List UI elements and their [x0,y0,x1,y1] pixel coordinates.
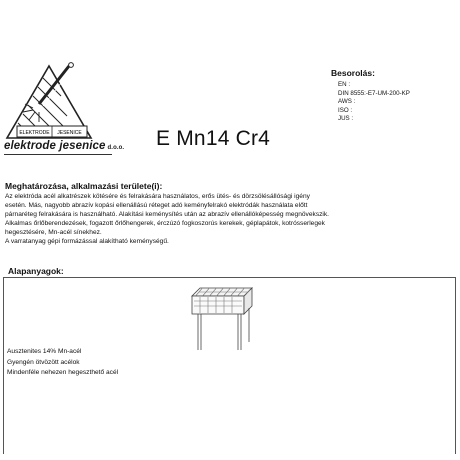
base-materials-heading: Alapanyagok: [8,266,64,276]
classification-row-en: EN : [338,81,351,88]
classification-heading: Besorolás: [331,68,375,78]
brand-suffix: d.o.o. [107,145,125,151]
weld-part-illustration [180,282,264,360]
logo-text-right: JESENICE [57,130,82,136]
classification-row-jus: JUS : [338,115,354,123]
base-material-item: Mindenféle nehezen hegeszthető acél [7,369,119,377]
definition-line: Alkalmas őrlőberendezések, fogazott őrlőhengerek, érczúzó fogkoszorús kerekek, géplapátok, kotrósserlegek [5,220,325,228]
definition-line: A varratanyag gépi formázással alakítható keménységű. [5,238,169,246]
classification-row-iso: ISO : [338,106,353,114]
brand-name-text: elektrode jesenice [4,140,106,152]
definition-section [5,181,457,247]
definition-heading: Meghatározása, alkalmazási területe(i): [5,181,163,191]
definition-line: esetén. Más, nagyobb abrazív kopási ellenállású réteget adó keményfelrakó elektródák használata előtt [5,202,308,210]
product-designation: E Mn14 Cr4 [156,127,271,150]
base-materials-box [3,277,456,454]
base-materials-list [7,347,118,379]
brand-name [4,140,124,152]
logo-text-left: ELEKTRODE [19,130,50,136]
classification-block [331,68,456,124]
hammer-part-icon [180,282,264,360]
definition-line: hegesztésére, Mn-acél sínekhez. [5,229,102,237]
base-material-item: Ausztenites 14% Mn-acél [7,348,82,355]
classification-row-din: DIN 8555:-E7-UM-200-KP [338,89,410,97]
definition-line: Az elektróda acél alkatrészek kötésére és felrakására használatos, erős ütés- és dörzsölésállósági igény [5,193,310,200]
classification-row-aws: AWS : [338,98,356,106]
base-material-item: Gyengén ötvözött acélok [7,358,80,366]
brand-underline [4,154,112,155]
definition-line: párnaréteg felrakására is használható. Alakítási keménysítés után az abrazív ellenállóképesség megnövekszik. [5,211,330,219]
